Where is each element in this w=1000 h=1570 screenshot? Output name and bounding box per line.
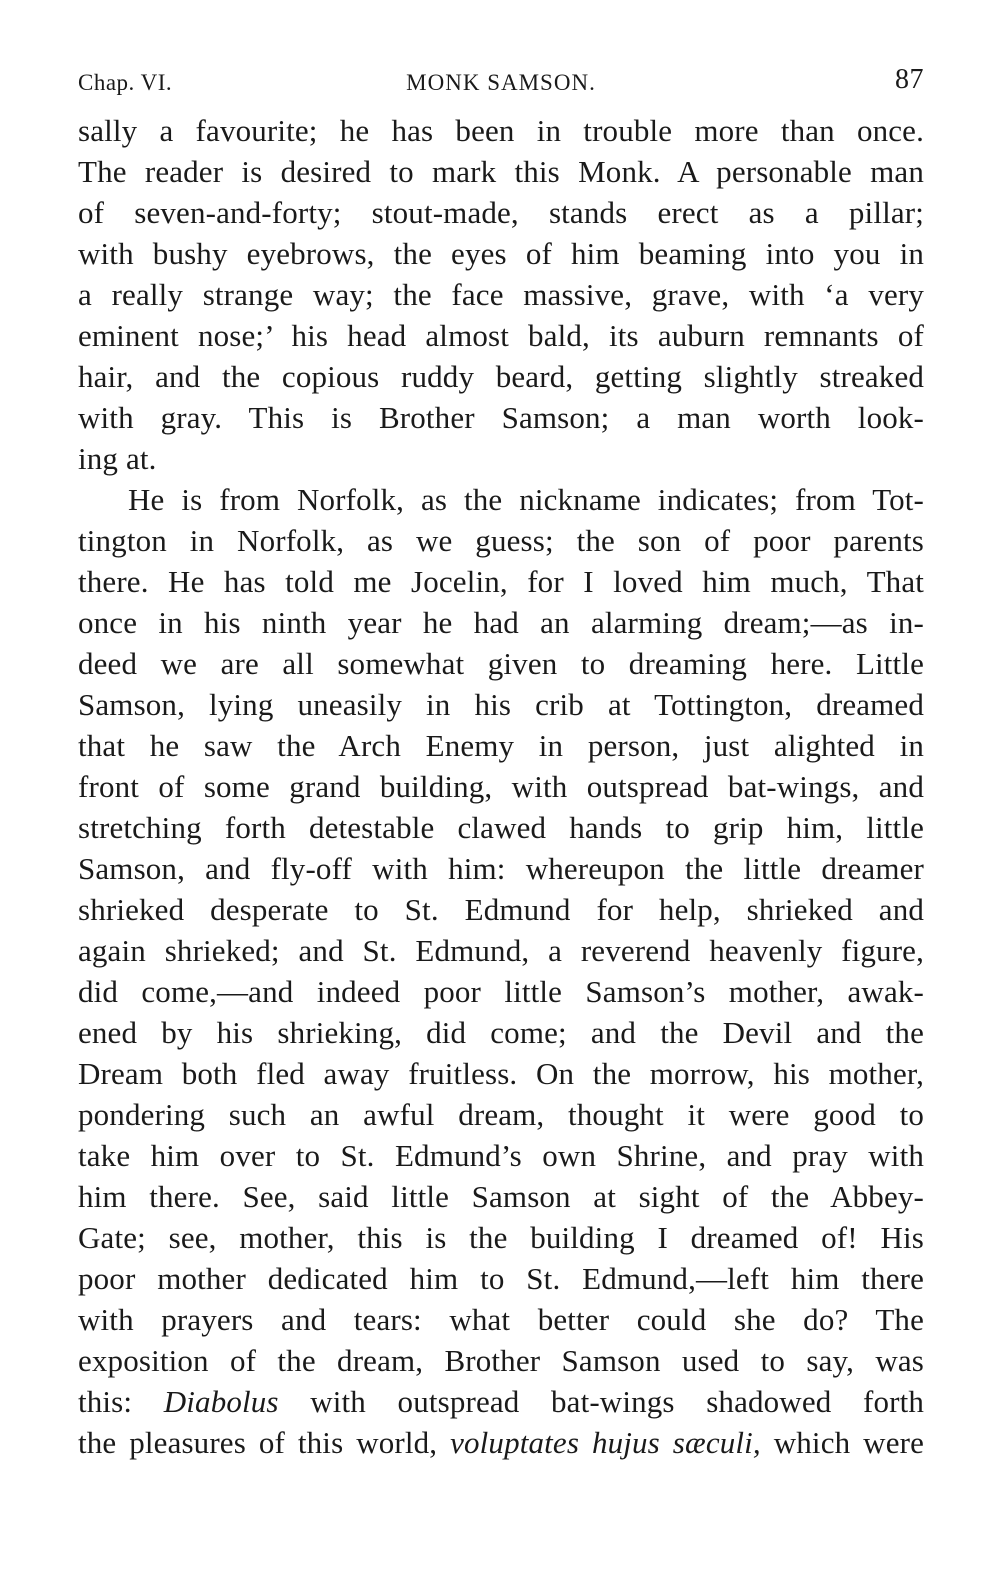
text-line: Gate; see, mother, this is the building I dreamed of! His: [78, 1220, 924, 1255]
italic-latin-term: Diabolus: [163, 1384, 279, 1419]
paragraph-first-line: He is from Norfolk, as the nickname indicates; from Tot-: [128, 482, 924, 517]
text-line: shrieked desperate to St. Edmund for help, shrieked and: [78, 892, 924, 927]
text-line: tington in Norfolk, as we guess; the son of poor parents: [78, 523, 924, 558]
text-line: exposition of the dream, Brother Samson used to say, was: [78, 1343, 924, 1378]
text-line: Samson, lying uneasily in his crib at Tottington, dreamed: [78, 687, 924, 722]
text-line: with bushy eyebrows, the eyes of him beaming into you in: [78, 236, 924, 271]
italic-latin-phrase: voluptates hujus sæculi,: [450, 1425, 761, 1460]
text-line: eminent nose;’ his head almost bald, its auburn remnants of: [78, 318, 924, 353]
text-line: there. He has told me Jocelin, for I loved him much, That: [78, 564, 924, 599]
text-line: take him over to St. Edmund’s own Shrine, and pray with: [78, 1138, 924, 1173]
text-line: ened by his shrieking, did come; and the Devil and the: [78, 1015, 924, 1050]
text-line-with-italic: [78, 1422, 924, 1463]
chapter-label: Chap. VI.: [78, 70, 173, 95]
text-line: stretching forth detestable clawed hands to grip him, little: [78, 810, 924, 845]
text-line: deed we are all somewhat given to dreaming here. Little: [78, 646, 924, 681]
text-line: with gray. This is Brother Samson; a man worth look-: [78, 400, 924, 435]
text-line: a really strange way; the face massive, grave, with ‘a very: [78, 277, 924, 312]
text-line: Dream both fled away fruitless. On the morrow, his mother,: [78, 1056, 924, 1091]
text-line: front of some grand building, with outspread bat-wings, and: [78, 769, 924, 804]
body-text: [78, 110, 924, 1463]
text-line: again shrieked; and St. Edmund, a reverend heavenly figure,: [78, 933, 924, 968]
text-line: Samson, and fly-off with him: whereupon the little dreamer: [78, 851, 924, 886]
text-line: once in his ninth year he had an alarming dream;—as in-: [78, 605, 924, 640]
text-line: did come,—and indeed poor little Samson’s mother, awak-: [78, 974, 924, 1009]
text-line: of seven-and-forty; stout-made, stands erect as a pillar;: [78, 195, 924, 230]
line-segment: which were: [760, 1425, 925, 1460]
running-head: [78, 64, 924, 110]
text-line: with prayers and tears: what better could she do? The: [78, 1302, 924, 1337]
text-line: that he saw the Arch Enemy in person, just alighted in: [78, 728, 924, 763]
line-segment: this:: [78, 1384, 164, 1419]
line-segment: with outspread bat-wings shadowed forth: [278, 1384, 924, 1419]
text-line: The reader is desired to mark this Monk. A personable man: [78, 154, 924, 189]
text-line-with-italic: [78, 1381, 924, 1422]
text-line: hair, and the copious ruddy beard, getting slightly streaked: [78, 359, 924, 394]
text-line: him there. See, said little Samson at sight of the Abbey-: [78, 1179, 924, 1214]
text-line: pondering such an awful dream, thought it were good to: [78, 1097, 924, 1132]
text-line: poor mother dedicated him to St. Edmund,—left him there: [78, 1261, 924, 1296]
book-page: [78, 64, 925, 1463]
line-segment: the pleasures of this world,: [78, 1425, 451, 1460]
page-title: MONK SAMSON.: [406, 70, 596, 95]
text-line: sally a favourite; he has been in trouble more than once.: [78, 113, 924, 148]
paragraph-end-line: ing at.: [78, 441, 157, 476]
page-number: 87: [895, 64, 924, 95]
